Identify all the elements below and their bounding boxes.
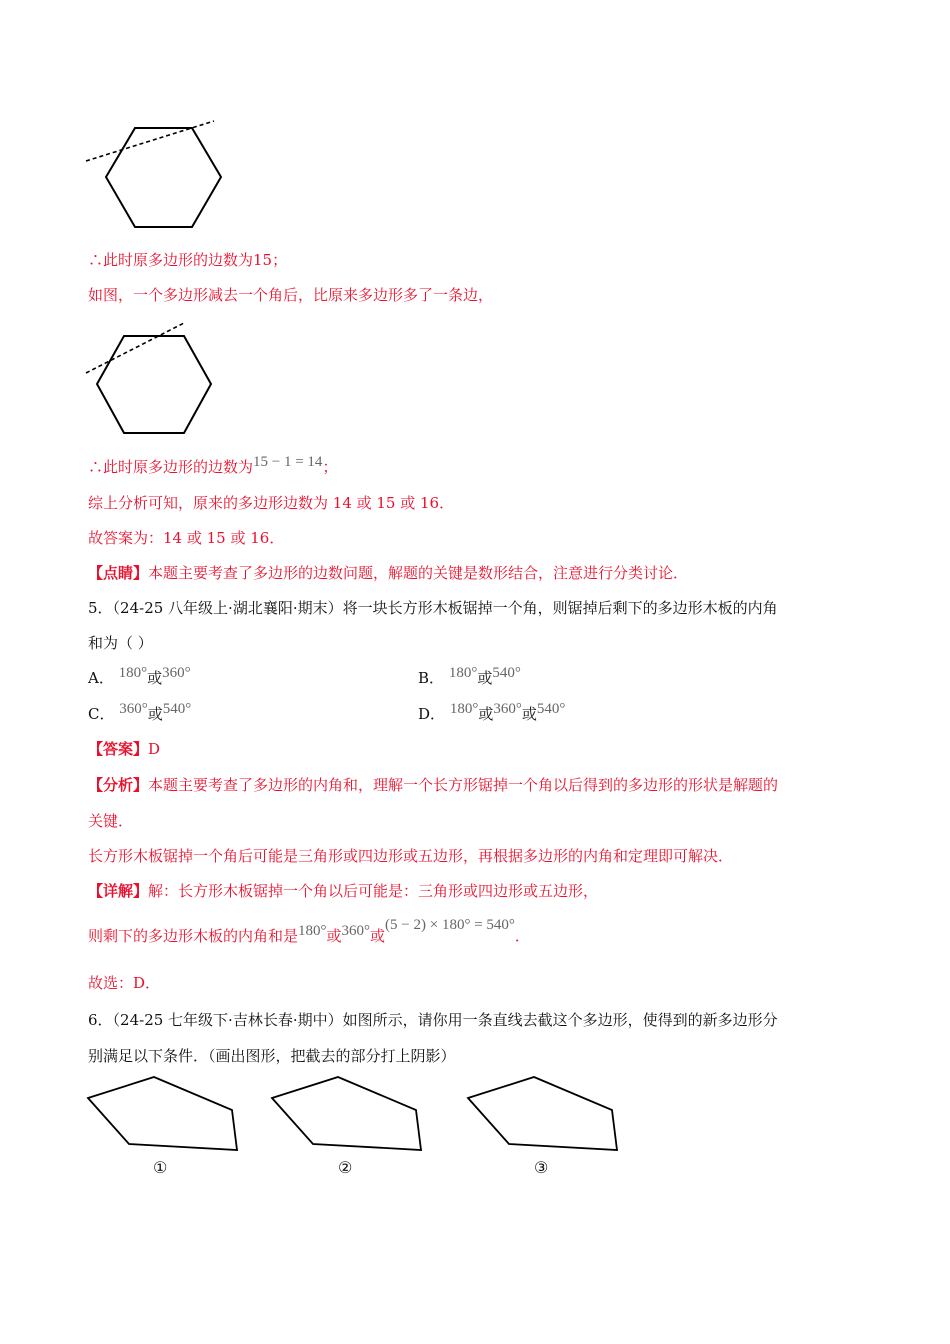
comment-tag: 【点睛】 <box>88 564 149 582</box>
q5-option-a-v1: 180° <box>118 665 148 681</box>
comment-line <box>88 563 688 583</box>
q5-option-d-letter: D． <box>418 705 446 723</box>
answer-line: 故答案为：14 或 15 或 16． <box>88 529 285 547</box>
figure-label-3: ③ <box>534 1158 549 1177</box>
q5-option-b-letter: B． <box>418 669 445 687</box>
q5-detail-line2 <box>88 917 530 947</box>
q5-option-b-v1: 180° <box>448 665 478 681</box>
q5-option-c[interactable] <box>88 701 192 725</box>
q5-answer-line <box>88 739 160 759</box>
figure-label-2: ② <box>338 1158 353 1177</box>
q5-detail-line1 <box>88 881 598 901</box>
q5-option-d-or1: 或 <box>478 705 494 723</box>
q5-answer: D <box>148 740 161 758</box>
q5-analysis-tag: 【分析】 <box>88 776 149 794</box>
q5-answer-tag: 【答案】 <box>88 740 149 758</box>
q5-option-a-v2: 360° <box>162 665 191 681</box>
summary: 综上分析可知，原来的多边形边数为 14 或 15 或 16． <box>88 494 455 512</box>
q5-option-b-v2: 540° <box>492 665 521 681</box>
q5-detail-or1: 或 <box>326 927 342 945</box>
q5-stem-line2: 和为（ ） <box>88 634 153 652</box>
hexagon-figure-1 <box>84 115 224 233</box>
q5-detail-v2: 360° <box>341 923 371 939</box>
q5-option-d[interactable] <box>418 701 566 725</box>
q5-option-c-letter: C． <box>88 705 115 723</box>
q5-analysis-text1: 本题主要考查了多边形的内角和，理解一个长方形锯掉一个角以后得到的多边形的形状是解题的 <box>148 776 779 794</box>
q5-option-a-letter: A． <box>88 669 114 687</box>
hexagon-figure-2 <box>84 320 219 440</box>
q5-option-c-v1: 360° <box>119 701 148 717</box>
case-text: 如图，一个多边形减去一个角后，比原来多边形多了一条边， <box>88 286 494 304</box>
q5-option-c-v2: 540° <box>162 701 192 717</box>
q5-option-b-or1: 或 <box>477 669 493 687</box>
conclusion-14-prefix: ∴此时原多边形的边数为 <box>88 458 254 476</box>
pentagon-figure-2 <box>268 1072 428 1154</box>
q5-option-d-v1: 180° <box>449 701 479 717</box>
q6-stem-line2: 别满足以下条件．（画出图形，把截去的部分打上阴影） <box>88 1047 456 1065</box>
pentagon-figure-1 <box>84 1072 244 1154</box>
conclusion-14 <box>88 454 338 478</box>
q5-source: （24-25 八年级上·湖北襄阳·期末） <box>112 599 343 617</box>
q6-number: 6． <box>88 1011 113 1029</box>
q5-option-a-or1: 或 <box>147 669 163 687</box>
q5-option-d-or2: 或 <box>521 705 537 723</box>
q5-detail-prefix: 则剩下的多边形木板的内角和是 <box>88 927 299 945</box>
q5-analysis-line3: 长方形木板锯掉一个角后可能是三角形或四边形或五边形，再根据多边形的内角和定理即可解决． <box>88 847 734 865</box>
q5-option-b[interactable] <box>418 665 521 689</box>
q5-analysis-line2: 关键． <box>88 812 134 830</box>
q5-option-d-v3: 540° <box>536 701 566 717</box>
q5-stem: 将一块长方形木板锯掉一个角，则锯掉后剩下的多边形木板的内角 <box>342 599 778 617</box>
q5-detail-end: ． <box>514 927 530 945</box>
q5-choice: 故选：D． <box>88 974 161 992</box>
conclusion-14-suffix: ； <box>322 458 338 476</box>
q5-stem-line1 <box>88 598 778 618</box>
q5-detail-tag: 【详解】 <box>88 882 149 900</box>
q6-stem-line1 <box>88 1010 778 1030</box>
q5-number: 5． <box>88 599 113 617</box>
conclusion-14-expr: 15 − 1 = 14 <box>253 454 323 470</box>
q5-option-a[interactable] <box>88 665 191 689</box>
q5-detail-expr: (5 − 2) × 180° = 540° <box>385 917 515 933</box>
q5-option-d-v2: 360° <box>493 701 522 717</box>
q6-source: （24-25 七年级下·吉林长春·期中） <box>112 1011 343 1029</box>
q5-option-c-or1: 或 <box>147 705 163 723</box>
conclusion-15: ∴此时原多边形的边数为15； <box>88 251 288 269</box>
pentagon-figure-3 <box>464 1072 624 1154</box>
q6-stem: 如图所示，请你用一条直线去截这个多边形，使得到的新多边形分 <box>342 1011 778 1029</box>
q5-detail-or2: 或 <box>370 927 386 945</box>
figure-label-1: ① <box>153 1158 168 1177</box>
q5-detail-text1: 解：长方形木板锯掉一个角以后可能是：三角形或四边形或五边形， <box>148 882 599 900</box>
comment-text: 本题主要考查了多边形的边数问题，解题的关键是数形结合，注意进行分类讨论． <box>148 564 689 582</box>
q5-analysis-line1 <box>88 775 778 795</box>
q5-detail-v1: 180° <box>298 923 327 939</box>
